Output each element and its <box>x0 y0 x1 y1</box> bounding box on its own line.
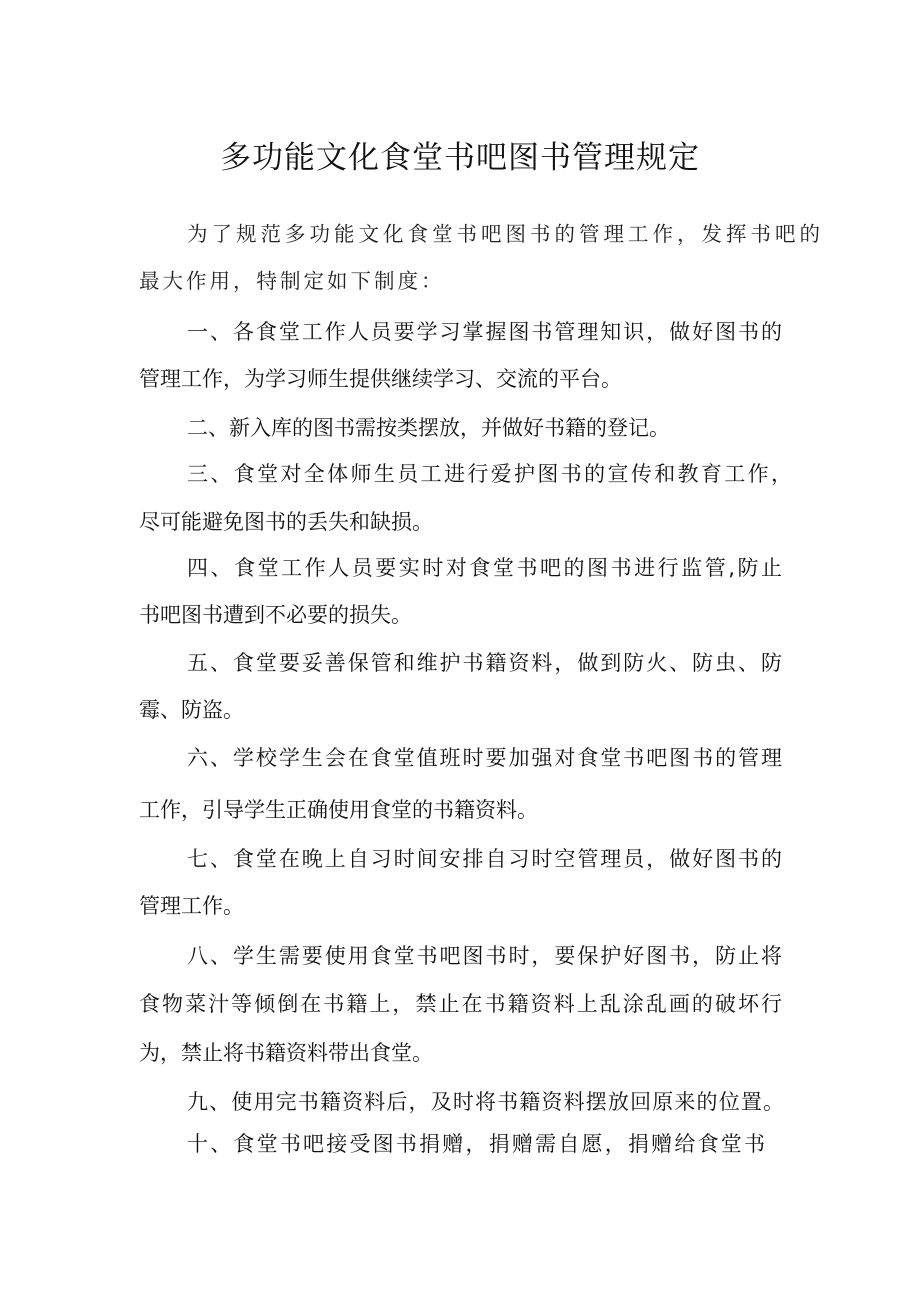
rule-4-line-2: 书吧图书遭到不必要的损失。 <box>139 603 412 627</box>
rule-5-line-1: 五、食堂要妥善保管和维护书籍资料，做到防火、防虫、防 <box>187 651 782 675</box>
rule-1-line-2: 管理工作，为学习师生提供继续学习、交流的平台。 <box>139 367 622 391</box>
rule-4-line-1: 四、食堂工作人员要实时对食堂书吧的图书进行监管,防止 <box>187 556 782 580</box>
rule-3-line-2: 尽可能避免图书的丢失和缺损。 <box>139 510 433 534</box>
rule-7-line-2: 管理工作。 <box>139 894 244 918</box>
rule-8-line-2: 食物菜汁等倾倒在书籍上，禁止在书籍资料上乱涂乱画的破坏行 <box>139 992 782 1016</box>
rule-2-line-1: 二、新入库的图书需按类摆放，并做好书籍的登记。 <box>187 416 670 440</box>
rule-8-line-1: 八、学生需要使用食堂书吧图书时，要保护好图书，防止将 <box>187 944 782 968</box>
rule-6-line-2: 工作，引导学生正确使用食堂的书籍资料。 <box>139 798 538 822</box>
rule-1-line-1: 一、各食堂工作人员要学习掌握图书管理知识，做好图书的 <box>187 320 782 344</box>
paragraph-intro-line-2: 最大作用，特制定如下制度： <box>139 269 445 293</box>
rule-5-line-2: 霉、防盗。 <box>139 698 244 722</box>
rule-9-line-1: 九、使用完书籍资料后，及时将书籍资料摆放回原来的位置。 <box>187 1090 784 1114</box>
rule-6-line-1: 六、学校学生会在食堂值班时要加强对食堂书吧图书的管理 <box>187 746 782 770</box>
rule-8-line-3: 为，禁止将书籍资料带出食堂。 <box>139 1041 433 1065</box>
rule-7-line-1: 七、食堂在晚上自习时间安排自习时空管理员，做好图书的 <box>187 847 782 871</box>
paragraph-intro-line-1: 为了规范多功能文化食堂书吧图书的管理工作，发挥书吧的 <box>187 222 824 246</box>
document-title: 多功能文化食堂书吧图书管理规定 <box>220 140 700 176</box>
rule-3-line-1: 三、食堂对全体师生员工进行爱护图书的宣传和教育工作， <box>187 462 792 486</box>
rule-10-line-1: 十、食堂书吧接受图书捐赠，捐赠需自愿，捐赠给食堂书 <box>187 1132 765 1156</box>
